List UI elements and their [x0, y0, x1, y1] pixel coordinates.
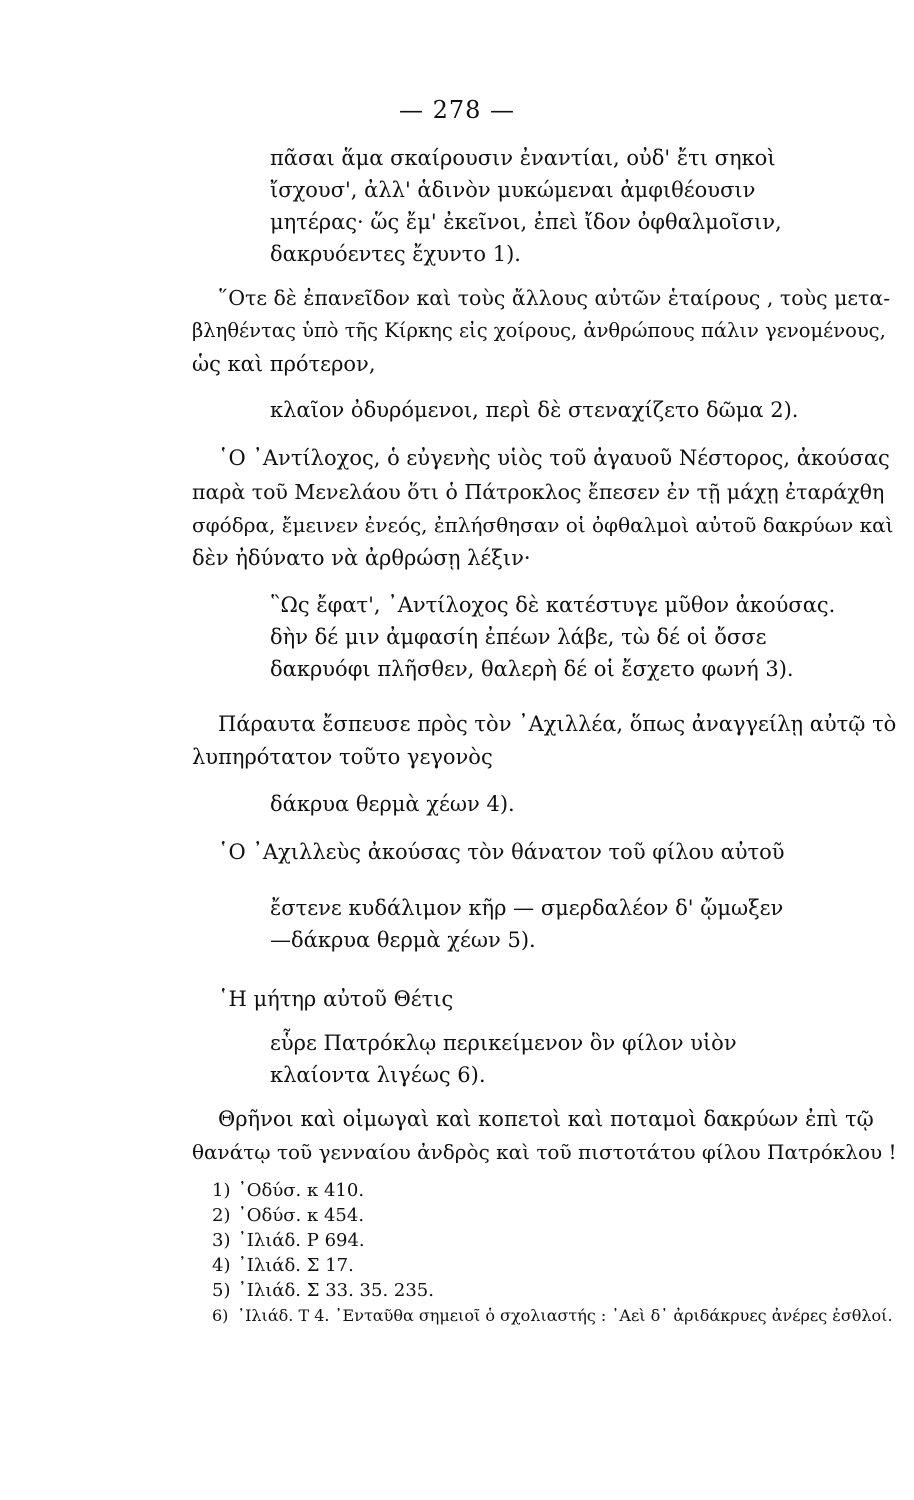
- footnote: [212, 1306, 893, 1326]
- verse-line: πᾶσαι ἅμα σκαίρουσιν ἐναντίαι, οὐδ' ἔτι σηκοὶ: [270, 146, 776, 170]
- footnote-text: ᾽Οδύσ. κ 410.: [237, 1180, 365, 1201]
- verse-line: ῝Ως ἔφατ', ᾽Αντίλοχος δὲ κατέστυγε μῦθον ἀκούσας.: [270, 593, 836, 617]
- verse-line: μητέρας· ὥς ἔμ' ἐκεῖνοι, ἐπεὶ ἴδον ὀφθαλμοῖσιν,: [270, 210, 782, 234]
- footnote-text: ᾽Ιλιάδ. Ρ 694.: [237, 1230, 365, 1251]
- verse-line: δακρυόφι πλῆσθεν, θαλερὴ δέ οἱ ἔσχετο φωνή 3).: [270, 657, 794, 681]
- footnote-number: 1): [212, 1180, 231, 1201]
- paragraph-line: ὡς καὶ πρότερον,: [192, 352, 376, 376]
- verse-line: ἴσχουσ', ἀλλ' ἁδινὸν μυκώμεναι ἀμφιθέουσιν: [270, 178, 756, 202]
- paragraph-line: ῾Ο ᾽Αχιλλεὺς ἀκούσας τὸν θάνατον τοῦ φίλου αὐτοῦ: [218, 840, 785, 864]
- footnote-number: 5): [212, 1280, 231, 1301]
- paragraph-line: λυπηρότατον τοῦτο γεγονὸς: [192, 745, 493, 769]
- paragraph-line: σφόδρα, ἔμεινεν ἐνεός, ἐπλήσθησαν οἱ ὀφθαλμοὶ αὐτοῦ δακρύων καὶ: [192, 513, 894, 537]
- page-number: — 278 —: [398, 96, 516, 124]
- footnote: [212, 1206, 364, 1226]
- paragraph-line: ῾Η μήτηρ αὐτοῦ Θέτις: [218, 987, 454, 1011]
- footnote-number: 3): [212, 1230, 231, 1251]
- footnote: [212, 1281, 434, 1301]
- footnote-text: ᾽Οδύσ. κ 454.: [237, 1205, 365, 1226]
- footnote: [212, 1256, 354, 1276]
- footnote-number: 6): [212, 1306, 229, 1325]
- paragraph-line: ῞Οτε δὲ ἐπανεῖδον καὶ τοὺς ἄλλους αὐτῶν ἑταίρους , τοὺς μετα-: [218, 286, 891, 310]
- paragraph-line: θανάτῳ τοῦ γενναίου ἀνδρὸς καὶ τοῦ πιστοτάτου φίλου Πατρόκλου !: [192, 1140, 897, 1164]
- verse-line: κλαίοντα λιγέως 6).: [270, 1063, 486, 1087]
- footnote: [212, 1231, 365, 1251]
- verse-line: ἔστενε κυδάλιμον κῆρ — σμερδαλέον δ' ᾤμωξεν: [270, 896, 784, 920]
- paragraph-line: βληθέντας ὑπὸ τῆς Κίρκης εἰς χοίρους, ἀνθρώπους πάλιν γενομένους,: [192, 319, 886, 342]
- verse-line: δάκρυα θερμὰ χέων 4).: [270, 792, 515, 816]
- footnote-text: ᾽Ιλιάδ. Τ 4. ᾽Ενταῦθα σημειοῖ ὁ σχολιαστής : ᾽Αεὶ δ᾽ ἀριδάκρυες ἀνέρες ἐσθλοί.: [237, 1306, 893, 1325]
- footnote-number: 2): [212, 1205, 231, 1226]
- verse-line: εὗρε Πατρόκλῳ περικείμενον ὃν φίλον υἱὸν: [270, 1031, 737, 1055]
- verse-line: δακρυόεντες ἔχυντο 1).: [270, 242, 521, 266]
- paragraph-line: ῾Ο ᾽Αντίλοχος, ὁ εὐγενὴς υἱὸς τοῦ ἀγαυοῦ Νέστορος, ἀκούσας: [218, 446, 890, 470]
- verse-line: —δάκρυα θερμὰ χέων 5).: [270, 928, 536, 952]
- footnote-text: ᾽Ιλιάδ. Σ 33. 35. 235.: [237, 1280, 434, 1301]
- paragraph-line: Θρῆνοι καὶ οἰμωγαὶ καὶ κοπετοὶ καὶ ποταμοὶ δακρύων ἐπὶ τῷ: [218, 1107, 874, 1131]
- verse-line: κλαῖον ὀδυρόμενοι, περὶ δὲ στεναχίζετο δῶμα 2).: [270, 398, 799, 422]
- paragraph-line: δὲν ἠδύνατο νὰ ἀρθρώσῃ λέξιν·: [192, 546, 531, 570]
- footnote-text: ᾽Ιλιάδ. Σ 17.: [237, 1255, 354, 1276]
- paragraph-line: Πάραυτα ἔσπευσε πρὸς τὸν ᾽Αχιλλέα, ὅπως ἀναγγείλῃ αὐτῷ τὸ: [218, 712, 897, 736]
- paragraph-line: παρὰ τοῦ Μενελάου ὅτι ὁ Πάτροκλος ἔπεσεν ἐν τῇ μάχῃ ἐταράχθη: [192, 480, 885, 504]
- footnote-number: 4): [212, 1255, 231, 1276]
- verse-line: δὴν δέ μιν ἀμφασίη ἐπέων λάβε, τὼ δέ οἱ ὄσσε: [270, 625, 767, 649]
- footnote: [212, 1181, 364, 1201]
